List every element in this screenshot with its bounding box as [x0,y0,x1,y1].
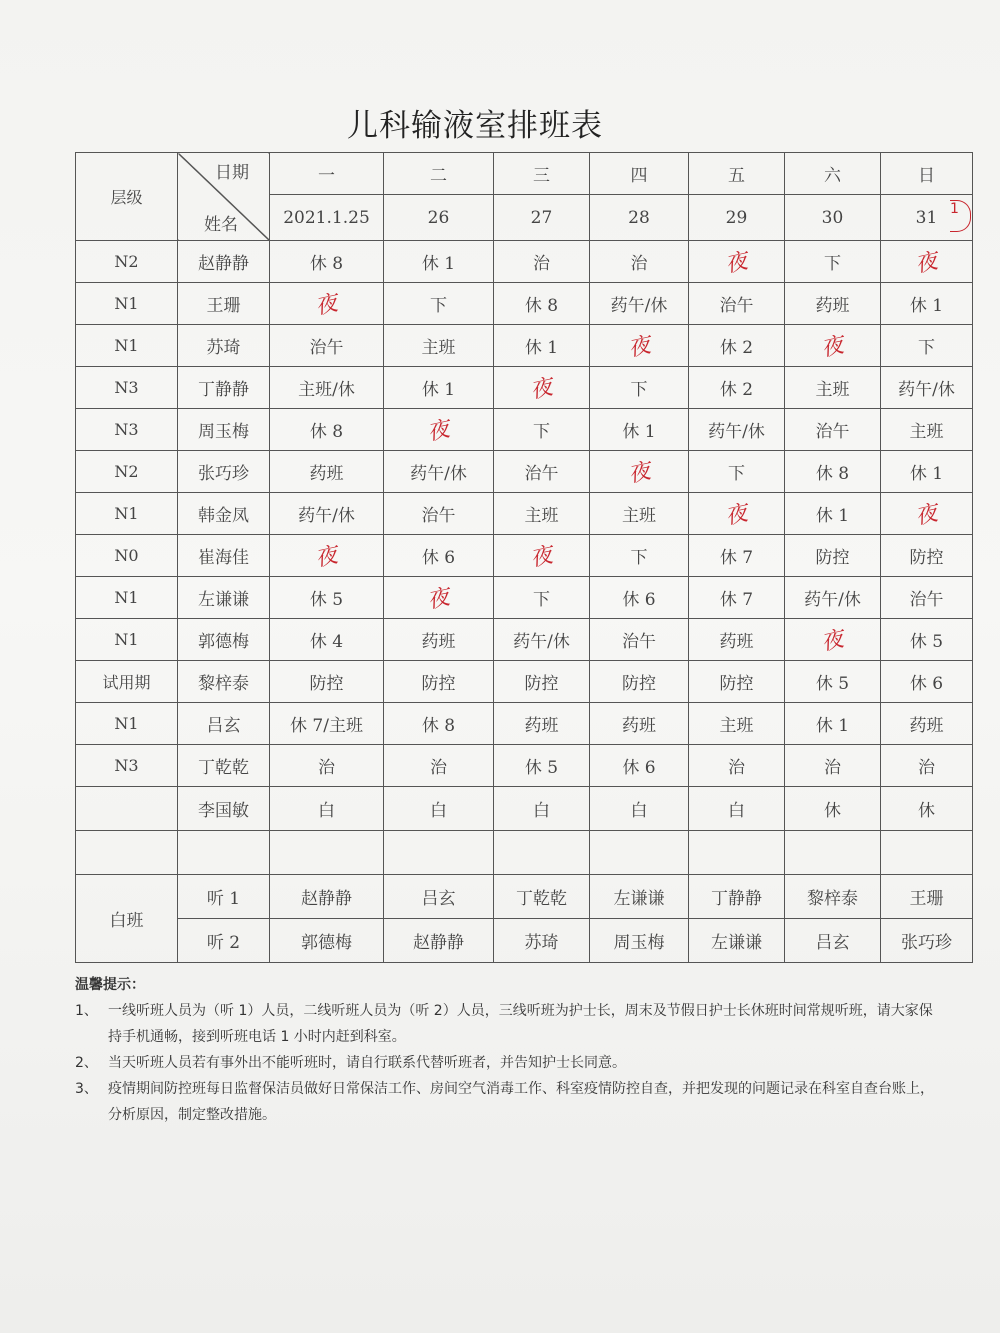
shift-cell [384,831,494,875]
table-row [76,745,973,787]
shift-cell: 下 [689,451,785,493]
night-shift-mark: 夜 [313,290,341,320]
shift-cell: 下 [494,577,590,619]
shift-cell: 主班 [494,493,590,535]
shift-cell: 药班 [785,283,881,325]
shift-cell: 下 [881,325,973,367]
table-row [76,619,973,661]
name-cell: 张巧珍 [178,451,270,493]
night-shift-mark: 夜 [723,500,751,530]
weekday-cell: 六 [785,153,881,195]
shift-cell [881,493,973,535]
schedule-table [75,152,973,963]
shift-cell: 药午/休 [881,367,973,409]
note-text: 疫情期间防控班每日监督保洁员做好日常保洁工作、房间空气消毒工作、科室疫情防控自查，并把发现的问题记录在科室自查台账上，分析原因，制定整改措施。 [108,1081,934,1123]
oncall-cell: 丁乾乾 [494,875,590,919]
night-shift-mark: 夜 [425,584,453,614]
shift-cell: 主班/休 [270,367,384,409]
level-cell: N1 [76,325,178,367]
shift-cell [689,831,785,875]
shift-cell: 休 1 [494,325,590,367]
note-number: 3、 [75,1081,98,1097]
name-cell: 李国敏 [178,787,270,831]
table-row [76,661,973,703]
shift-cell: 休 5 [881,619,973,661]
shift-cell: 药班 [494,703,590,745]
table-row [76,535,973,577]
shift-cell: 药班 [270,451,384,493]
table-row [76,325,973,367]
name-cell: 赵静静 [178,241,270,283]
shift-cell: 休 8 [270,241,384,283]
shift-cell: 休 1 [384,367,494,409]
table-row [76,409,973,451]
shift-cell: 休 4 [270,619,384,661]
shift-cell: 休 7/主班 [270,703,384,745]
shift-cell: 休 8 [384,703,494,745]
level-cell: N2 [76,241,178,283]
name-header-label: 姓名 [204,215,238,235]
name-cell: 苏琦 [178,325,270,367]
name-cell: 黎梓泰 [178,661,270,703]
table-row [76,787,973,831]
level-cell: N1 [76,703,178,745]
circled-mark: 1 [950,200,971,232]
shift-cell: 主班 [881,409,973,451]
night-shift-mark: 夜 [313,542,341,572]
night-shift-mark: 夜 [528,542,556,572]
level-cell: N1 [76,577,178,619]
shift-cell: 治午 [270,325,384,367]
table-row [76,577,973,619]
shift-cell: 休 7 [689,535,785,577]
level-cell: N1 [76,283,178,325]
note-text: 一线听班人员为（听 1）人员，二线听班人员为（听 2）人员，三线听班为护士长，周末及节假日护士长休班时间常规听班，请大家保持手机通畅，接到听班电话 1 小时内赶到科室。 [108,1003,933,1045]
shift-cell [384,577,494,619]
name-cell: 左谦谦 [178,577,270,619]
oncall-cell: 吕玄 [785,919,881,963]
date-cell: 29 [689,195,785,241]
shift-cell: 主班 [785,367,881,409]
shift-cell: 下 [785,241,881,283]
table-row [76,367,973,409]
shift-cell: 防控 [494,661,590,703]
shift-cell: 防控 [785,535,881,577]
shift-cell: 药班 [384,619,494,661]
shift-cell [881,831,973,875]
shift-cell: 药班 [590,703,689,745]
night-shift-mark: 夜 [626,458,653,488]
shift-cell: 防控 [689,661,785,703]
note-number: 2、 [75,1055,98,1071]
oncall-cell: 左谦谦 [689,919,785,963]
oncall-cell: 王珊 [881,875,973,919]
name-cell: 丁静静 [178,367,270,409]
shift-cell [270,283,384,325]
table-row [76,283,973,325]
shift-cell: 休 1 [384,241,494,283]
shift-cell: 主班 [590,493,689,535]
shift-cell: 药班 [689,619,785,661]
shift-cell: 休 [881,787,973,831]
oncall-tier: 听 1 [178,875,270,919]
level-cell: N3 [76,367,178,409]
shift-cell: 药午/休 [270,493,384,535]
shift-cell: 下 [590,535,689,577]
shift-cell: 主班 [689,703,785,745]
night-shift-mark: 夜 [913,248,941,278]
name-cell: 王珊 [178,283,270,325]
table-row [76,831,973,875]
oncall-cell: 张巧珍 [881,919,973,963]
shift-cell: 下 [494,409,590,451]
date-cell: 27 [494,195,590,241]
shift-cell: 休 6 [590,745,689,787]
name-cell: 丁乾乾 [178,745,270,787]
date-name-header [178,153,270,241]
shift-cell: 治午 [494,451,590,493]
weekday-cell: 四 [590,153,689,195]
level-cell: N3 [76,745,178,787]
shift-cell: 休 2 [689,367,785,409]
note-item [75,998,935,1050]
note-number: 1、 [75,1003,98,1019]
notes-section [75,972,935,1128]
shift-cell: 休 8 [494,283,590,325]
night-shift-mark: 夜 [528,374,556,404]
date-cell: 28 [590,195,689,241]
level-cell [76,831,178,875]
oncall-cell: 赵静静 [384,919,494,963]
shift-cell: 休 8 [785,451,881,493]
date-cell: 30 [785,195,881,241]
oncall-cell: 吕玄 [384,875,494,919]
night-shift-mark: 夜 [819,332,847,362]
night-shift-mark: 夜 [819,626,847,656]
shift-cell: 治 [881,745,973,787]
weekday-cell: 三 [494,153,590,195]
shift-cell: 休 5 [494,745,590,787]
oncall-cell: 苏琦 [494,919,590,963]
shift-cell: 休 2 [689,325,785,367]
shift-cell: 白 [270,787,384,831]
shift-cell [384,409,494,451]
shift-cell: 下 [590,367,689,409]
shift-cell: 治午 [590,619,689,661]
date-cell: 31 [881,195,973,241]
level-header: 层级 [76,153,178,241]
shift-cell: 白 [384,787,494,831]
shift-cell [590,325,689,367]
shift-cell: 休 1 [881,451,973,493]
shift-cell: 休 6 [384,535,494,577]
oncall-cell: 郭德梅 [270,919,384,963]
shift-cell: 下 [384,283,494,325]
table-row [76,241,973,283]
shift-cell [785,619,881,661]
table-row [76,451,973,493]
shift-cell: 休 1 [590,409,689,451]
date-cell: 2021.1.25 [270,195,384,241]
shift-cell: 休 6 [590,577,689,619]
shift-cell: 治 [270,745,384,787]
shift-cell: 休 6 [881,661,973,703]
night-shift-mark: 夜 [626,332,653,362]
shift-cell: 治 [590,241,689,283]
name-cell [178,831,270,875]
name-cell: 郭德梅 [178,619,270,661]
shift-cell: 休 1 [785,703,881,745]
name-cell: 周玉梅 [178,409,270,451]
oncall-cell: 左谦谦 [590,875,689,919]
shift-cell: 休 1 [881,283,973,325]
date-cell: 26 [384,195,494,241]
shift-cell [590,831,689,875]
weekday-cell: 五 [689,153,785,195]
oncall-tier: 听 2 [178,919,270,963]
shift-cell: 药午/休 [494,619,590,661]
oncall-label: 白班 [76,875,178,963]
night-shift-mark: 夜 [913,500,941,530]
weekday-cell: 日 [881,153,973,195]
level-cell: N3 [76,409,178,451]
level-cell: N0 [76,535,178,577]
oncall-cell: 丁静静 [689,875,785,919]
date-header-label: 日期 [215,163,249,183]
name-cell: 吕玄 [178,703,270,745]
oncall-row [76,919,973,963]
page-title: 儿科输液室排班表 [347,108,603,144]
level-cell: 试用期 [76,661,178,703]
shift-cell: 休 7 [689,577,785,619]
schedule-body [76,153,973,963]
shift-cell [494,535,590,577]
shift-cell: 治 [494,241,590,283]
level-cell: N1 [76,493,178,535]
shift-cell: 白 [590,787,689,831]
shift-cell: 治午 [384,493,494,535]
shift-cell: 治午 [689,283,785,325]
note-item [75,1050,935,1076]
shift-cell: 治午 [881,577,973,619]
shift-cell: 休 [785,787,881,831]
weekday-cell: 二 [384,153,494,195]
level-cell [76,787,178,831]
name-cell: 崔海佳 [178,535,270,577]
shift-cell: 药午/休 [590,283,689,325]
shift-cell [270,535,384,577]
shift-cell: 药班 [881,703,973,745]
shift-cell: 治 [785,745,881,787]
shift-cell: 休 5 [270,577,384,619]
shift-cell [590,451,689,493]
shift-cell: 治 [689,745,785,787]
shift-cell [785,325,881,367]
oncall-cell: 赵静静 [270,875,384,919]
shift-cell: 药午/休 [785,577,881,619]
shift-cell: 白 [494,787,590,831]
shift-cell: 防控 [881,535,973,577]
weekday-cell: 一 [270,153,384,195]
shift-cell: 休 8 [270,409,384,451]
shift-cell: 防控 [270,661,384,703]
shift-cell [494,367,590,409]
oncall-cell: 黎梓泰 [785,875,881,919]
shift-cell [494,831,590,875]
weekday-row [76,153,973,195]
table-row [76,703,973,745]
shift-cell: 白 [689,787,785,831]
shift-cell: 药午/休 [689,409,785,451]
shift-cell: 治午 [785,409,881,451]
note-item [75,1076,935,1128]
note-text: 当天听班人员若有事外出不能听班时，请自行联系代替听班者，并告知护士长同意。 [108,1055,626,1071]
shift-cell: 休 1 [785,493,881,535]
night-shift-mark: 夜 [425,416,453,446]
shift-cell: 防控 [384,661,494,703]
shift-cell: 主班 [384,325,494,367]
oncall-cell: 周玉梅 [590,919,689,963]
shift-cell: 治 [384,745,494,787]
oncall-row [76,875,973,919]
shift-cell [689,493,785,535]
shift-cell: 防控 [590,661,689,703]
level-cell: N2 [76,451,178,493]
shift-cell [785,831,881,875]
shift-cell [881,241,973,283]
level-cell: N1 [76,619,178,661]
shift-cell [270,831,384,875]
shift-cell: 休 5 [785,661,881,703]
shift-cell [689,241,785,283]
notes-heading: 温馨提示： [75,977,145,993]
night-shift-mark: 夜 [723,248,751,278]
table-row [76,493,973,535]
name-cell: 韩金凤 [178,493,270,535]
shift-cell: 药午/休 [384,451,494,493]
